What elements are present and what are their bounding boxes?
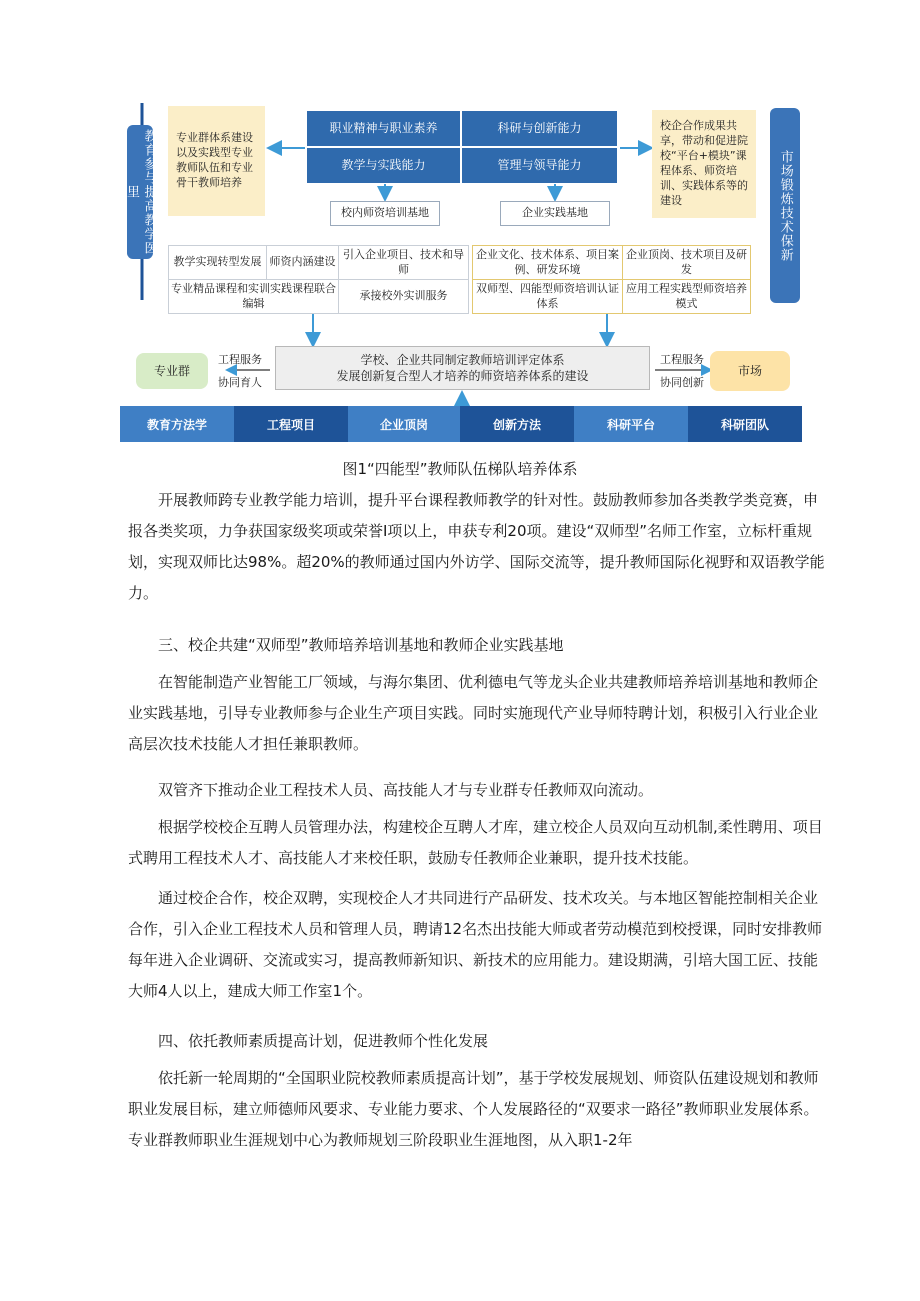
skill-management-leadership: 管理与领导能力 bbox=[461, 147, 618, 184]
skill-research-innovation: 科研与创新能力 bbox=[461, 110, 618, 147]
band-research-team: 科研团队 bbox=[688, 406, 802, 442]
skill-teaching-practice: 教学与实践能力 bbox=[306, 147, 461, 184]
grid-cell-enterprise-post: 企业顶岗、技术项目及研发 bbox=[623, 246, 751, 280]
right-measure-grid bbox=[472, 245, 751, 314]
paragraph-cooperation: 通过校企合作，校企双聘，实现校企人才共同进行产品研发、技术攻关。与本地区智能控制相关企业合作，引入企业工程技术人员和管理人员，聘请12名杰出技能大师或者劳动模范到校授课，同时安排教师每年进入企业调研、交流或实习，提高教师新知识、新技术的应用能力。建设期满，引培大国工匠、技能大师4人以上，建成大师工作室1个。 bbox=[128, 889, 823, 1000]
band-innovation-method: 创新方法 bbox=[460, 406, 574, 442]
market-box: 市场 bbox=[710, 351, 790, 391]
paragraph-smart-manufacturing: 在智能制造产业智能工厂领域，与海尔集团、优利德电气等龙头企业共建教师培养培训基地和教师企业实践基地，引导专业教师参与企业生产项目实践。同时实施现代产业导师特聘计划，积极引入行业企业高层次技术技能人才担任兼职教师。 bbox=[128, 673, 819, 753]
grid-cell-faculty-building: 师资内涵建设 bbox=[267, 246, 339, 280]
paragraph-dual-flow: 双管齐下推动企业工程技术人员、高技能人才与专业群专任教师双向流动。 bbox=[158, 781, 654, 799]
left-arrow-label-top: 工程服务 bbox=[218, 353, 262, 366]
top-right-note: 校企合作成果共享，带动和促进院校“平台+模块”课程体系、师资培训、实践体系等的建设 bbox=[652, 110, 756, 218]
top-left-note: 专业群体系建设以及实践型专业教师队伍和专业骨干教师培养 bbox=[168, 106, 265, 216]
band-research-platform: 科研平台 bbox=[574, 406, 688, 442]
grid-cell-course-editing: 专业精品课程和实训实践课程联合编辑 bbox=[169, 280, 339, 314]
heading-section-four: 四、依托教师素质提高计划，促进教师个性化发展 bbox=[158, 1032, 489, 1050]
teacher-training-diagram bbox=[120, 100, 802, 442]
right-vertical-label: 市场锻炼技术保新 bbox=[770, 108, 800, 303]
grid-cell-enterprise-culture: 企业文化、技术体系、项目案例、研发环境 bbox=[473, 246, 623, 280]
left-arrow-label-bottom: 协同育人 bbox=[218, 376, 262, 389]
grid-cell-teaching-transform: 教学实现转型发展 bbox=[169, 246, 267, 280]
band-education-method: 教育方法学 bbox=[120, 406, 234, 442]
skill-professionalism: 职业精神与职业素养 bbox=[306, 110, 461, 147]
grid-cell-certification: 双师型、四能型师资培训认证体系 bbox=[473, 280, 623, 314]
left-measure-grid bbox=[168, 245, 469, 314]
specialty-group-box: 专业群 bbox=[136, 353, 208, 389]
paragraph-quality-plan: 依托新一轮周期的“全国职业院校教师素质提高计划”，基于学校发展规划、师资队伍建设规划和教师职业发展目标，建立师德师风要求、专业能力要求、个人发展路径的“双要求一路径”教师职业发展体系。专业群教师职业生涯规划中心为教师规划三阶段职业生涯地图，从入职1-2年 bbox=[128, 1069, 819, 1149]
band-enterprise-post: 企业顶岗 bbox=[348, 406, 460, 442]
enterprise-practice-base: 企业实践基地 bbox=[500, 201, 610, 226]
heading-section-three: 三、校企共建“双师型”教师培养培训基地和教师企业实践基地 bbox=[158, 636, 564, 654]
paragraph-teaching-training: 开展教师跨专业教学能力培训，提升平台课程教师教学的针对性。鼓励教师参加各类教学类竞赛，申报各类奖项，力争获国家级奖项或荣誉I项以上，申获专利20项。建设“双师型”名师工作室，立标杆重规划，实现双师比达98%。超20%的教师通过国内外访学、国际交流等，提升教师国际化视野和双语教学能力。 bbox=[128, 491, 825, 602]
grid-cell-enterprise-projects: 引入企业项目、技术和导师 bbox=[339, 246, 469, 280]
figure-caption: 图1“四能型”教师队伍梯队培养体系 bbox=[342, 460, 578, 478]
campus-training-base: 校内师资培训基地 bbox=[330, 201, 440, 226]
grid-cell-external-training: 承接校外实训服务 bbox=[339, 280, 469, 314]
band-engineering-project: 工程项目 bbox=[234, 406, 348, 442]
paragraph-mutual-hiring: 根据学校校企互聘人员管理办法，构建校企互聘人才库，建立校企人员双向互动机制,柔性聘用、项目式聘用工程技术人才、高技能人才来校任职，鼓励专任教师企业兼职，提升技术技能。 bbox=[128, 818, 823, 867]
evaluation-system-box: 学校、企业共同制定教师培训评定体系 发展创新复合型人才培养的师资培养体系的建设 bbox=[275, 346, 650, 390]
grid-cell-training-model: 应用工程实践型师资培养模式 bbox=[623, 280, 751, 314]
left-vertical-label: 教育参与提高教学医里 bbox=[127, 125, 153, 259]
right-arrow-label-top: 工程服务 bbox=[660, 353, 704, 366]
right-arrow-label-bottom: 协同创新 bbox=[660, 376, 704, 389]
